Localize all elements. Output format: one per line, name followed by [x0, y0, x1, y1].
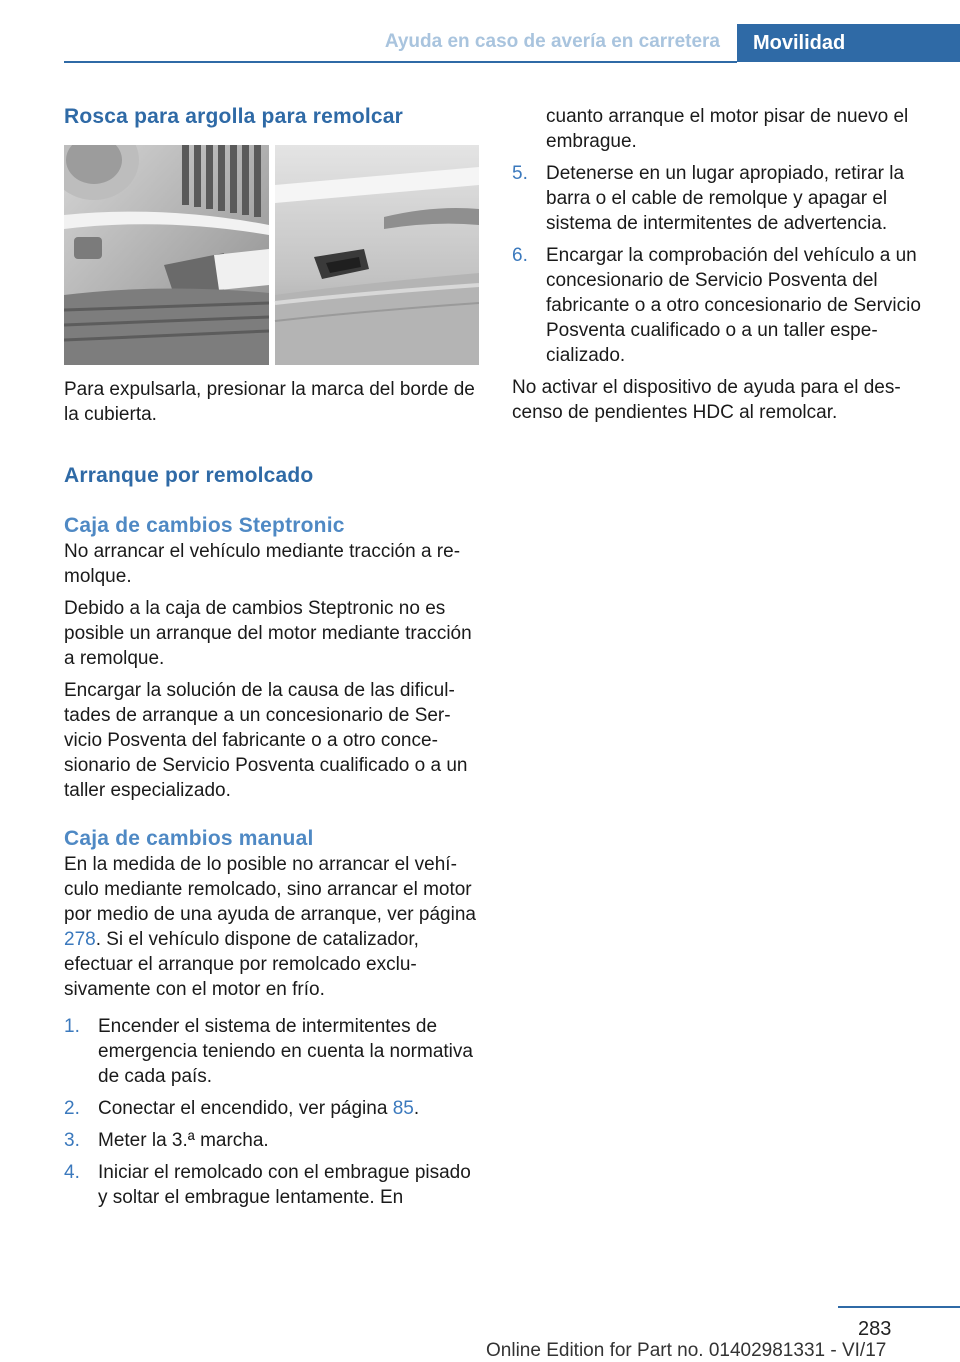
- list-item: 4. Iniciar el remolcado con el embrague pisado y soltar el embrague lentamente. En: [64, 1162, 471, 1208]
- header-chapter-tab[interactable]: Movilidad: [737, 24, 960, 62]
- heading-arranque: Arranque por remolcado: [64, 464, 314, 487]
- list-item: 5. Detenerse en un lugar apropiado, retirar la barra o el cable de remolque y apagar el sistema de intermitentes de advertencia.: [512, 163, 905, 234]
- footer-rule: [838, 1306, 960, 1308]
- left-column: [64, 104, 479, 1210]
- steptronic-paragraph-2: Debido a la caja de cambios Steptronic no es posible un arranque del motor mediante tracción a remolque.: [64, 598, 472, 669]
- header-section-title: Ayuda en caso de avería en carretera: [384, 31, 720, 52]
- footer-edition: Online Edition for Part no. 01402981331 - VI/17: [486, 1340, 887, 1361]
- list-item: 3. Meter la 3.ª marcha.: [64, 1130, 269, 1151]
- right-column: [512, 104, 927, 425]
- manual-paragraph: En la medida de lo posible no arrancar el vehículo mediante remolcado, sino arrancar el motor por medio de una ayuda de arranque, ver página 278. Si el vehículo dispone de catalizador, efectuar el arranque por remolcado exclusivamente con el motor en frío.: [64, 854, 476, 1000]
- list-item: 2. Conectar el encendido, ver página 85.: [64, 1098, 420, 1119]
- hdc-note: No activar el dispositivo de ayuda para el descenso de pendientes HDC al remolcar.: [512, 377, 901, 423]
- list-item: 6. Encargar la comprobación del vehículo a un concesionario de Servicio Posventa del fabricante o a otro concesionario de Servicio Posventa cualificado o a un taller especializado.: [512, 245, 921, 366]
- page-number: 283: [858, 1318, 892, 1340]
- steptronic-paragraph-3: Encargar la solución de la causa de las dificultades de arranque a un concesionario de Servicio Posventa del fabricante o a otro concesionario de Servicio Posventa cualificado o a un taller especializado.: [64, 680, 468, 801]
- page-link-85[interactable]: 85: [392, 1098, 414, 1119]
- steptronic-paragraph-1: No arrancar el vehículo mediante tracción a remolque.: [64, 541, 461, 587]
- list-item: 1. Encender el sistema de intermitentes de emergencia teniendo en cuenta la normativa de cada país.: [64, 1016, 473, 1087]
- heading-steptronic: Caja de cambios Steptronic: [64, 514, 345, 537]
- list-item-continued: cuanto arranque el motor pisar de nuevo el embrague.: [546, 106, 909, 152]
- tow-eye-instruction: Para expulsarla, presionar la marca del borde de la cubierta.: [64, 379, 475, 425]
- page-link-278[interactable]: 278: [64, 929, 96, 950]
- tow-eye-photo: [64, 145, 479, 365]
- header-rule: [64, 61, 737, 63]
- heading-rosca: Rosca para argolla para remolcar: [64, 105, 404, 128]
- heading-manual: Caja de cambios manual: [64, 827, 314, 850]
